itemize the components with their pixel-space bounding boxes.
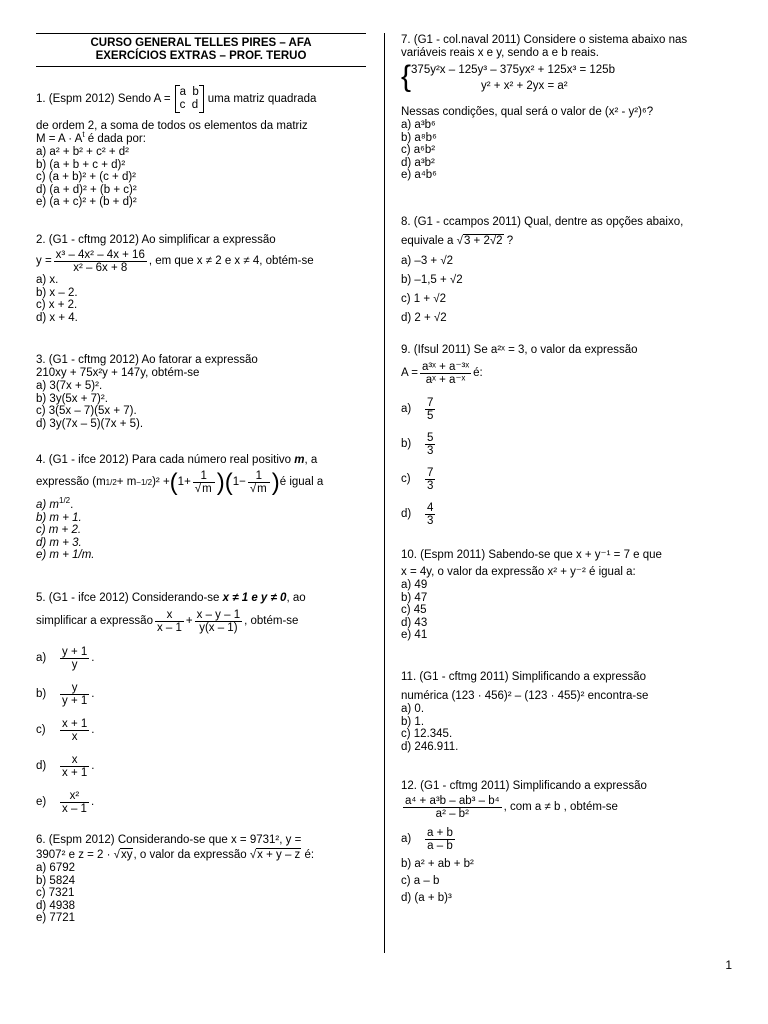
q9-option-b bbox=[401, 427, 734, 462]
question-12 bbox=[401, 780, 734, 907]
q6-line1: 6. (Espm 2012) Considerando-se que x = 9731², y = bbox=[36, 834, 302, 846]
q5-d-num: x bbox=[71, 753, 78, 766]
q9-d-label: d) bbox=[401, 508, 412, 520]
q4-plus: + m bbox=[116, 476, 137, 488]
q4-frac-1: $\frac{1}{√m}$ bbox=[193, 470, 215, 495]
question-10 bbox=[401, 549, 734, 642]
q8-line1: 8. (G1 - ccampos 2011) Qual, dentre as opções abaixo, bbox=[401, 216, 684, 228]
q9-option-d bbox=[401, 497, 734, 532]
q9-d-num: 4 bbox=[427, 502, 434, 514]
q4-option-a: a) m bbox=[36, 499, 59, 511]
q12-line1: 12. (G1 - cftmg 2011) Simplificando a expressão bbox=[401, 780, 647, 792]
q10-line1: 10. (Espm 2011) Sabendo-se que x + y⁻¹ = 7 e que bbox=[401, 549, 662, 561]
q9-a-den: 5 bbox=[427, 410, 434, 422]
q3-option-a: a) 3(7x + 5)². bbox=[36, 380, 103, 392]
question-2 bbox=[36, 234, 366, 324]
q9-b-den: 3 bbox=[427, 445, 434, 457]
q10-option-a: a) 49 bbox=[401, 579, 428, 591]
question-8: 8. (G1 - ccampos 2011) Qual, dentre as opções abaixo, equivale a √3 + 2√2 ? a) –3 + √2 b) –1,5 + √2 c) 1 + √2 d) 2 + √2 bbox=[401, 216, 734, 328]
q2-tail: , em que x ≠ 2 e x ≠ 4, obtém-se bbox=[148, 255, 314, 267]
q2-option-c: c) x + 2. bbox=[36, 299, 78, 311]
q4-m: m bbox=[294, 454, 305, 466]
q3-line1: 3. (G1 - cftmg 2012) Ao fatorar a expressão bbox=[36, 354, 258, 366]
q1-option-d: d) (a + d)² + (b + c)² bbox=[36, 183, 137, 196]
q1-option-a: a) a² + b² + c² + d² bbox=[36, 146, 129, 158]
column-divider bbox=[384, 33, 385, 953]
q7-line1: 7. (G1 - col.naval 2011) Considere o sistema abaixo nas bbox=[401, 34, 688, 46]
q11-option-b: b) 1. bbox=[401, 715, 425, 728]
q1-option-c: c) (a + b)² + (c + d)² bbox=[36, 171, 137, 183]
q9-option-c bbox=[401, 462, 734, 497]
q6-option-e: e) 7721 bbox=[36, 912, 76, 924]
q12-a-label: a) bbox=[401, 832, 412, 845]
q4-opt-a-sup: 1/2 bbox=[59, 496, 71, 506]
q3-option-c: c) 3(5x – 7)(5x + 7). bbox=[36, 405, 137, 417]
q8-line2b: ? bbox=[503, 235, 514, 247]
q7-line2: variáveis reais x e y, sendo a e b reais. bbox=[401, 47, 599, 59]
q5-frac-2 bbox=[195, 609, 242, 634]
question-1: 1. (Espm 2012) Sendo A = a b c d uma matriz quadrada de ordem 2, a soma de todos os elementos da matriz $M = A \cdot A^t$ é dada por: a) a² + b² + c² + d² b) (a + b + c + d)² c) (a + b)² + (c + d)² d) (a + d)² + (b + c)² e) (a + c)² + (b + d)² bbox=[36, 82, 366, 209]
q5-d-label: d) bbox=[36, 759, 47, 772]
q9-d-den: 3 bbox=[427, 515, 434, 527]
q12-tail: , com a ≠ b , obtém-se bbox=[503, 801, 618, 813]
q5-e-den: x – 1 bbox=[62, 802, 87, 815]
q11-option-a: a) 0. bbox=[401, 703, 425, 715]
q9-fraction bbox=[420, 361, 471, 386]
matrix-A bbox=[175, 85, 204, 113]
q11-option-d: d) 246.911. bbox=[401, 740, 459, 753]
q5-option-a: a) $\frac{y + 1}{y}$ . bbox=[36, 645, 95, 671]
q6-option-a: a) 6792 bbox=[36, 862, 76, 874]
q1-option-e: e) (a + c)² + (b + d)² bbox=[36, 196, 137, 208]
q2-line1: 2. (G1 - cftmg 2012) Ao simplificar a expressão bbox=[36, 234, 276, 246]
q2-option-d: d) x + 4. bbox=[36, 311, 78, 324]
q9-a-label: a) bbox=[401, 403, 412, 415]
q4-opt-a-end: . bbox=[70, 499, 74, 511]
q7-system bbox=[401, 62, 734, 94]
header-line-2: EXERCÍCIOS EXTRAS – PROF. TERUO bbox=[95, 50, 307, 62]
q7-question: Nessas condições, qual será o valor de (x² - y²)⁶? bbox=[401, 106, 654, 118]
document-header bbox=[36, 33, 366, 67]
q4-frac1-num: 1 bbox=[200, 470, 207, 482]
q7-option-a: a) a³b⁶ bbox=[401, 119, 436, 131]
q7-eq1: 375y²x – 125y³ – 375yx² + 125x³ = 125b bbox=[411, 64, 615, 76]
question-4: 4. (G1 - ifce 2012) Para cada número real positivo m, a expressão (m 1/2 + m −1/2 )² + ( 1+ $\frac{1}{√m}$ ) ( 1− $\frac{1}{√m}$ ) é igual a a) $m^{1/2}$. b) m + 1. c) m + 2. d) m + 3. e) m + 1/m. bbox=[36, 454, 366, 562]
q4-frac2-num: 1 bbox=[255, 470, 262, 482]
q5-b-num: y bbox=[71, 681, 78, 694]
q4-option-c: c) m + 2. bbox=[36, 524, 82, 536]
q2-fraction bbox=[54, 249, 147, 274]
q4-expr-a: expressão (m bbox=[36, 476, 106, 488]
q4-line1a: 4. (G1 - ifce 2012) Para cada número real positivo bbox=[36, 454, 295, 466]
q2-option-a: a) x. bbox=[36, 274, 59, 286]
q11-option-c: c) 12.345. bbox=[401, 728, 453, 740]
q4-line1b: , a bbox=[304, 454, 318, 466]
q7-option-b: b) a⁸b⁶ bbox=[401, 131, 437, 144]
q9-c-den: 3 bbox=[427, 480, 434, 492]
q5-f1d: x – 1 bbox=[156, 622, 182, 634]
q9-b-label: b) bbox=[401, 438, 412, 450]
q8-option-b: b) –1,5 + √2 bbox=[401, 274, 463, 286]
q11-line2: numérica (123 · 456)² – (123 · 455)² encontra-se bbox=[401, 690, 649, 702]
q3-option-d: d) 3y(7x – 5)(7x + 5). bbox=[36, 417, 144, 430]
question-11 bbox=[401, 671, 734, 753]
q12-a-den: a – b bbox=[425, 839, 455, 852]
q12-num: a⁴ + a³b – ab³ – b⁴ bbox=[405, 795, 500, 807]
q4-end: é igual a bbox=[279, 476, 324, 488]
q5-cond: x ≠ 1 e y ≠ 0 bbox=[222, 592, 287, 604]
q11-line1: 11. (G1 - cftmg 2011) Simplificando a expressão bbox=[401, 671, 647, 683]
q1-line2: de ordem 2, a soma de todos os elementos da matriz bbox=[36, 120, 308, 132]
q10-option-e: e) 41 bbox=[401, 629, 428, 641]
q5-options bbox=[36, 640, 366, 820]
question-3 bbox=[36, 354, 366, 430]
q5-line2b: , obtém-se bbox=[244, 615, 299, 627]
q5-b-label: b) bbox=[36, 687, 47, 700]
question-6: 6. (Espm 2012) Considerando-se que x = 9731², y = 3907² e z = 2 · √xy, o valor da expressão √x + y – z é: a) 6792 b) 5824 c) 7321 d) 4938 e) 7721 bbox=[36, 834, 366, 925]
matrix-d: d bbox=[191, 99, 199, 111]
q5-f2d: y(x – 1) bbox=[195, 621, 242, 634]
q1-line3: M = A · A bbox=[36, 133, 83, 145]
q9-a-num: 7 bbox=[427, 397, 434, 409]
q9-A: A = bbox=[401, 367, 418, 379]
q4-option-d: d) m + 3. bbox=[36, 536, 82, 549]
q9-option-a bbox=[401, 392, 734, 427]
q4-frac2-den: m bbox=[257, 483, 267, 495]
q12-option-b: b) a² + ab + b² bbox=[401, 858, 474, 870]
q6-sqrt1: xy bbox=[120, 849, 133, 861]
q9-b-num: 5 bbox=[427, 432, 434, 444]
q2-numerator: x³ – 4x² – 4x + 16 bbox=[55, 249, 145, 261]
q2-y: y = bbox=[36, 255, 52, 267]
q5-a-label: a) bbox=[36, 651, 47, 664]
q12-option-a bbox=[401, 822, 734, 856]
q5-c-den: x bbox=[60, 730, 89, 743]
q12-fraction bbox=[403, 795, 502, 820]
question-7 bbox=[401, 34, 734, 182]
q5-option-b: b) $\frac{y}{y + 1}$ . bbox=[36, 681, 95, 707]
q6-sqrt2: x + y – z bbox=[257, 849, 301, 861]
q5-f1n: x bbox=[166, 609, 173, 621]
q6-option-b: b) 5824 bbox=[36, 874, 76, 887]
q4-option-e: e) m + 1/m. bbox=[36, 549, 95, 561]
q7-eq2: y² + x² + 2yx = a² bbox=[481, 80, 568, 92]
matrix-a: a bbox=[179, 86, 186, 98]
q6-option-c: c) 7321 bbox=[36, 887, 75, 899]
q5-e-label: e) bbox=[36, 795, 47, 808]
question-9 bbox=[401, 344, 734, 532]
q7-option-e: e) a⁴b⁶ bbox=[401, 169, 437, 181]
q5-b-den: y + 1 bbox=[62, 694, 88, 707]
q9-den: aˣ + a⁻ˣ bbox=[420, 373, 471, 386]
q5-option-e: e) $\frac{\text{x²}}{x - 1}$ . bbox=[36, 789, 95, 815]
q5-f2n: x – y – 1 bbox=[196, 609, 241, 621]
q8-option-a: a) –3 + √2 bbox=[401, 255, 454, 267]
q3-line2: 210xy + 75x²y + 147y, obtém-se bbox=[36, 367, 200, 379]
q4-frac1-den: m bbox=[202, 483, 212, 495]
q5-option-c: c) $\frac{x + 1}{x}$ . bbox=[36, 717, 95, 743]
q7-option-d: d) a³b² bbox=[401, 156, 435, 169]
q9-tail: é: bbox=[473, 367, 483, 379]
q2-denominator: x² – 6x + 8 bbox=[54, 261, 147, 274]
q12-den: a² – b² bbox=[403, 807, 502, 820]
q5-option-d: d) $\frac{x}{x + 1}$ . bbox=[36, 753, 95, 779]
question-5: 5. (G1 - ifce 2012) Considerando-se x ≠ 1 e y ≠ 0, ao simplificar a expressão $\frac{x}{x - 1}$ + $\frac{x - y - 1}{y(x - 1)}$ , obtém-se a) $\frac{y + 1}{y}$ . b) $\frac{y}{y + 1}$ . c) $\frac{x + 1}{x}$ . d) $\frac{x}{x + 1}$ . e) $\frac{\text{x²}}{x - 1}$ . bbox=[36, 592, 366, 820]
q9-line1: 9. (Ifsul 2011) Se a²ˣ = 3, o valor da expressão bbox=[401, 344, 638, 356]
q6-option-d: d) 4938 bbox=[36, 899, 76, 912]
q5-line2a: simplificar a expressão bbox=[36, 615, 153, 627]
q6-line2c: é: bbox=[301, 849, 315, 861]
q5-a-num: y + 1 bbox=[62, 645, 88, 658]
q8-option-d: d) 2 + √2 bbox=[401, 312, 447, 324]
q8-option-c: c) 1 + √2 bbox=[401, 293, 446, 305]
q1-intro: 1. (Espm 2012) Sendo A = bbox=[36, 92, 171, 105]
q5-line1a: 5. (G1 - ifce 2012) Considerando-se bbox=[36, 592, 223, 604]
q5-c-label: c) bbox=[36, 723, 46, 736]
q5-d-den: x + 1 bbox=[62, 766, 88, 779]
q10-option-c: c) 45 bbox=[401, 604, 427, 616]
q5-a-den: y bbox=[60, 658, 89, 671]
q8-line2a: equivale a bbox=[401, 235, 457, 247]
q8-sqrt: 3 + 2√2 bbox=[463, 235, 503, 247]
q4-frac-2: $\frac{1}{√m}$ bbox=[248, 470, 270, 495]
q1-option-b: b) (a + b + c + d)² bbox=[36, 158, 126, 171]
q9-options bbox=[401, 392, 734, 532]
q5-c-num: x + 1 bbox=[62, 717, 88, 730]
q7-option-c: c) a⁶b² bbox=[401, 144, 436, 156]
q7-brace: { bbox=[401, 60, 412, 93]
q1-after: uma matriz quadrada bbox=[207, 92, 317, 105]
q2-option-b: b) x – 2. bbox=[36, 286, 78, 299]
q6-line2a: 3907² e z = 2 · bbox=[36, 849, 114, 861]
q12-option-d: d) (a + b)³ bbox=[401, 892, 452, 904]
q9-c-num: 7 bbox=[427, 467, 434, 479]
q12-a-num: a + b bbox=[427, 826, 453, 839]
q10-option-b: b) 47 bbox=[401, 591, 428, 604]
q6-line2b: , o valor da expressão bbox=[133, 849, 250, 861]
page-number: 1 bbox=[725, 958, 732, 972]
q1-line3b: é dada por: bbox=[84, 133, 146, 145]
matrix-c: c bbox=[179, 99, 186, 111]
q9-c-label: c) bbox=[401, 473, 411, 485]
q4-close: )² + bbox=[152, 476, 170, 488]
q5-frac-1 bbox=[155, 609, 184, 634]
q3-option-b: b) 3y(5x + 7)². bbox=[36, 392, 108, 405]
q10-line2: x = 4y, o valor da expressão x² + y⁻² é igual a: bbox=[401, 566, 636, 578]
matrix-b: b bbox=[192, 86, 199, 98]
q5-line1b: , ao bbox=[286, 592, 306, 604]
q12-option-c: c) a – b bbox=[401, 875, 440, 887]
q5-e-num: x² bbox=[69, 789, 80, 802]
q10-option-d: d) 43 bbox=[401, 616, 428, 629]
q9-num: a³ˣ + a⁻³ˣ bbox=[421, 361, 470, 373]
q4-option-b: b) m + 1. bbox=[36, 511, 82, 524]
header-line-1: CURSO GENERAL TELLES PIRES – AFA bbox=[90, 37, 312, 49]
